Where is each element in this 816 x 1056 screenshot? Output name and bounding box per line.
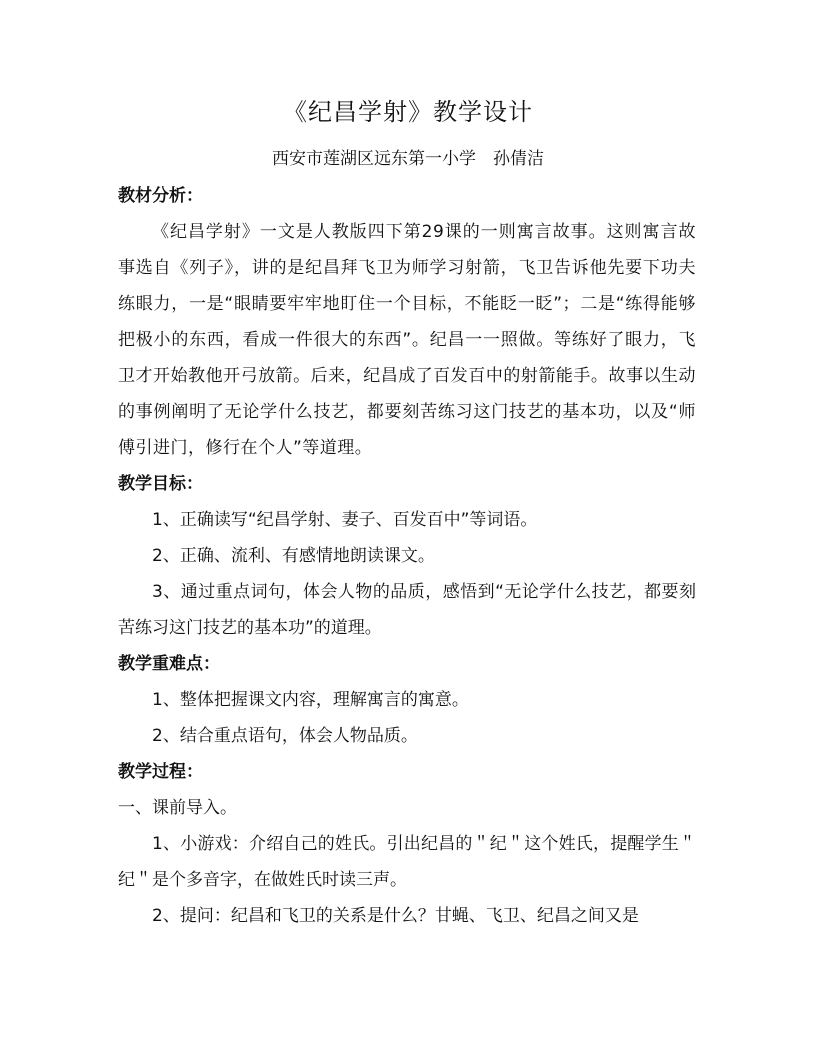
- goals-heading: 教学目标：: [118, 474, 203, 494]
- key-points-heading: 教学重难点：: [118, 654, 220, 674]
- goal-item-3: 3、通过重点词句，体会人物的品质，感悟到“无论学什么技艺，都要刻苦练习这门技艺的基本功”的道理。: [118, 582, 696, 638]
- goal-item-2: 2、正确、流利、有感情地朗读课文。: [152, 546, 435, 566]
- analysis-heading: 教材分析：: [118, 186, 203, 206]
- analysis-paragraph: 《纪昌学射》一文是人教版四下第29课的一则寓言故事。这则寓言故事选自《列子》，讲的是纪昌拜飞卫为师学习射箭，飞卫告诉他先要下功夫练眼力，一是“眼睛要牢牢地盯住一个目标，不能眨一眨”；二是“练得能够把极小的东西，看成一件很大的东西”。纪昌一一照做。等练好了眼力，飞卫才开始教他开弓放箭。后来，纪昌成了百发百中的射箭能手。故事以生动的事例阐明了无论学什么技艺，都要刻苦练习这门技艺的基本功，以及“师傅引进门，修行在个人”等道理。: [118, 222, 696, 458]
- process-heading: 教学过程：: [118, 762, 203, 782]
- document-body: [118, 178, 696, 934]
- process-item-1: 1、小游戏：介绍自己的姓氏。引出纪昌的＂纪＂这个姓氏，提醒学生＂纪＂是个多音字，在做姓氏时读三声。: [118, 834, 696, 890]
- document-title: 《纪昌学射》教学设计: [283, 98, 533, 126]
- author-line: 西安市莲湖区远东第一小学 孙倩洁: [272, 149, 544, 169]
- key-point-item-1: 1、整体把握课文内容，理解寓言的寓意。: [152, 690, 469, 710]
- process-item-2: 2、提问：纪昌和飞卫的关系是什么？甘蝇、飞卫、纪昌之间又是: [152, 906, 639, 926]
- goal-item-1: 1、正确读写“纪昌学射、妻子、百发百中”等词语。: [152, 510, 538, 530]
- process-section-1: 一、课前导入。: [118, 798, 237, 818]
- key-point-item-2: 2、结合重点语句，体会人物品质。: [152, 726, 418, 746]
